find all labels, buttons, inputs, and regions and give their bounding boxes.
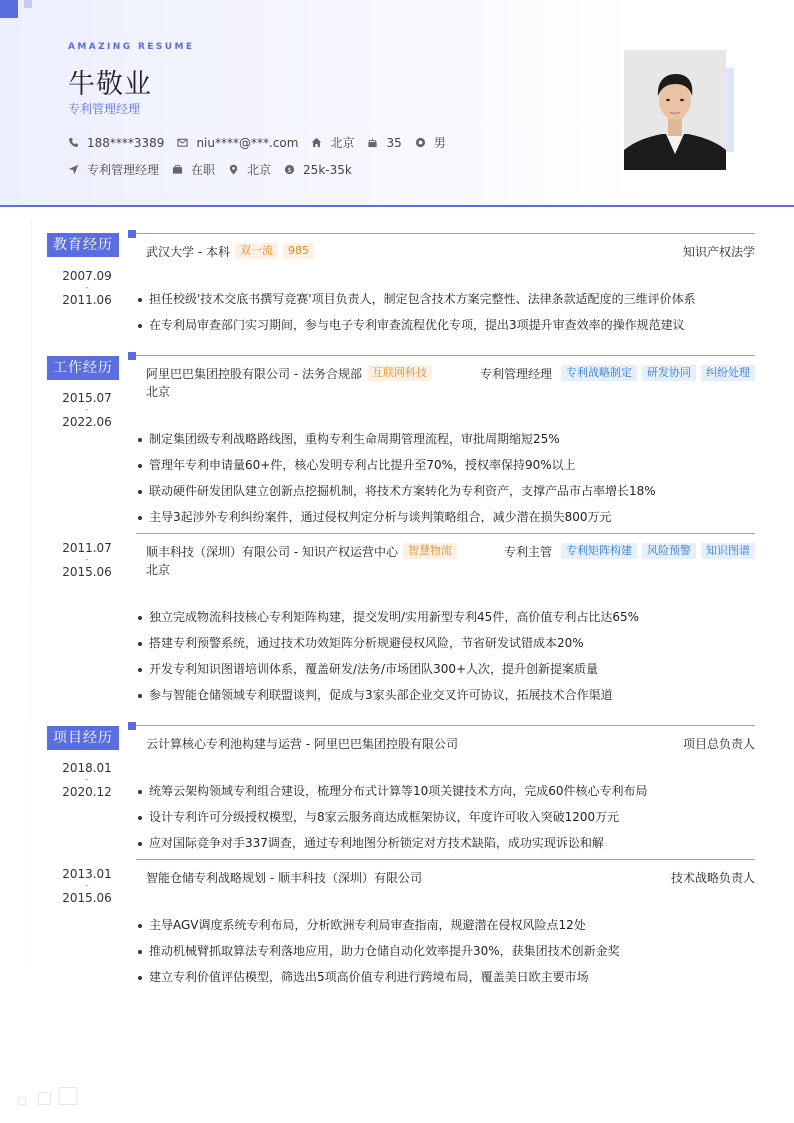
education-heading: 教育经历 (47, 233, 119, 257)
contact-info-row (68, 134, 459, 151)
list-item: 开发专利知识图谱培训体系，覆盖研发/法务/市场团队300+人次，提升创新提案质量 (138, 656, 758, 682)
project-heading: 项目经历 (47, 726, 119, 750)
location-pin-icon (228, 164, 239, 175)
skill-tag: 纠纷处理 (701, 365, 755, 381)
phone-info (68, 136, 164, 150)
project-1-title-row (146, 734, 755, 752)
briefcase-icon (172, 164, 183, 175)
status-info (172, 161, 215, 178)
industry-tag: 互联网科技 (367, 365, 432, 381)
end-date: 2020.12 (62, 785, 112, 799)
corner-decoration-small (24, 0, 32, 8)
project-role: 技术战略负责人 (670, 870, 755, 885)
section-marker (128, 352, 136, 360)
project-role: 项目总负责人 (682, 736, 755, 751)
work-2-bullets (138, 604, 758, 708)
list-item: 参与智能仓储领域专利联盟谈判，促成与3家头部企业交叉许可协议，拓展技术合作渠道 (138, 682, 758, 708)
job-role: 专利管理经理 (479, 366, 552, 381)
work-2-city: 北京 (146, 563, 171, 577)
age-text: 35 (386, 135, 402, 150)
start-date: 2018.01 (62, 761, 112, 775)
work-1-dates: 2015.07 - 2022.06 (52, 386, 122, 434)
project-2-dates: 2013.01 - 2015.06 (52, 862, 122, 910)
hometown-info (311, 134, 354, 151)
school-tag: 双一流 (235, 243, 278, 259)
project-name: 云计算核心专利池构建与运营 - 阿里巴巴集团控股有限公司 (146, 736, 458, 751)
email-text: niu****@***.com (196, 135, 299, 150)
list-item: 独立完成物流科技核心专利矩阵构建，提交发明/实用新型专利45件，高价值专利占比达65% (138, 604, 758, 630)
work-1-city: 北京 (146, 385, 171, 399)
candidate-name: 牛敬业 (68, 69, 152, 100)
gender-icon (415, 137, 426, 148)
list-item: 主导3起涉外专利纠纷案件，通过侵权判定分析与谈判策略组合，减少潜在损失800万元 (138, 504, 758, 530)
work-2-dates: 2011.07 - 2015.06 (52, 536, 122, 584)
list-item: 搭建专利预警系统，通过技术功效矩阵分析规避侵权风险，节省研发试错成本20% (138, 630, 758, 656)
project-1-bullets (138, 778, 758, 856)
home-icon (311, 137, 322, 148)
education-title-row (146, 242, 755, 260)
target-city-text: 北京 (247, 163, 272, 177)
target-city-info (228, 161, 271, 178)
work-1-bullets (138, 426, 758, 530)
cake-icon (367, 137, 378, 148)
target-role-info (68, 161, 159, 178)
decorative-square (18, 1097, 26, 1105)
skill-tag: 知识图谱 (701, 543, 755, 559)
phone-icon (68, 137, 79, 148)
decorative-square (38, 1092, 51, 1105)
school-tag: 985 (283, 243, 314, 259)
mail-icon (177, 137, 188, 148)
project-name: 智能仓储专利战略规划 - 顺丰科技（深圳）有限公司 (146, 870, 422, 885)
list-item: 在专利局审查部门实习期间，参与电子专利审查流程优化专项，提出3项提升审查效率的操作规范建议 (138, 312, 758, 338)
major: 知识产权法学 (682, 244, 755, 259)
left-decorative-line (31, 220, 32, 1060)
company-name: 顺丰科技（深圳）有限公司 - 知识产权运营中心 (146, 544, 398, 559)
list-item: 主导AGV调度系统专利布局，分析欧洲专利局审查指南，规避潜在侵权风险点12处 (138, 912, 758, 938)
profile-photo (624, 50, 726, 170)
list-item: 设计专利许可分级授权模型，与8家云服务商达成框架协议，年度许可收入突破1200万元 (138, 804, 758, 830)
list-item: 联动硬件研发团队建立创新点挖掘机制，将技术方案转化为专利资产，支撑产品市占率增长18% (138, 478, 758, 504)
skill-tag: 专利矩阵构建 (561, 543, 637, 559)
section-marker (128, 722, 136, 730)
salary-info (284, 163, 352, 177)
svg-text:$: $ (287, 165, 292, 174)
money-icon (284, 164, 295, 175)
send-icon (68, 164, 79, 175)
skill-tag: 研发协同 (642, 365, 696, 381)
phone-text: 188****3389 (87, 135, 165, 150)
age-info (367, 136, 401, 150)
end-date: 2022.06 (62, 415, 112, 429)
project-2-title-row (146, 868, 755, 886)
skill-tag: 专利战略制定 (561, 365, 637, 381)
gender-info (415, 134, 446, 151)
decorative-square (59, 1087, 77, 1105)
entry-divider (136, 533, 755, 534)
start-date: 2013.01 (62, 867, 112, 881)
list-item: 应对国际竞争对手337调查，通过专利地图分析锁定对方技术缺陷，成功实现诉讼和解 (138, 830, 758, 856)
list-item: 担任校级'技术交底书撰写竞赛'项目负责人，制定包含技术方案完整性、法律条款适配度的三维评价体系 (138, 286, 758, 312)
section-divider (136, 725, 755, 726)
list-item: 统筹云架构领域专利组合建设，梳理分布式计算等10项关键技术方向，完成60件核心专利布局 (138, 778, 758, 804)
target-role-text: 专利管理经理 (87, 163, 160, 177)
end-date: 2015.06 (62, 565, 112, 579)
job-intent-row (68, 161, 365, 178)
list-item: 推动机械臂抓取算法专利落地应用，助力仓储自动化效率提升30%，获集团技术创新金奖 (138, 938, 758, 964)
job-role: 专利主管 (503, 544, 552, 559)
status-text: 在职 (191, 163, 216, 177)
hometown-text: 北京 (330, 136, 355, 150)
industry-tag: 智慧物流 (403, 543, 457, 559)
work-2-title-row (146, 542, 755, 560)
end-date: 2015.06 (62, 891, 112, 905)
start-date: 2011.07 (62, 541, 112, 555)
education-bullets (138, 286, 758, 338)
project-2-bullets (138, 912, 758, 990)
company-name: 阿里巴巴集团控股有限公司 - 法务合规部 (146, 366, 362, 381)
education-dates: 2007.09 - 2011.06 (52, 264, 122, 312)
entry-divider (136, 859, 755, 860)
section-marker (128, 230, 136, 238)
work-heading: 工作经历 (47, 356, 119, 380)
school-name: 武汉大学 - 本科 (146, 244, 230, 259)
resume-header (0, 0, 794, 207)
project-1-dates: 2018.01 - 2020.12 (52, 756, 122, 804)
corner-decoration (0, 0, 18, 18)
section-divider (136, 355, 755, 356)
email-info (177, 136, 298, 150)
list-item: 建立专利价值评估模型，筛选出5项高价值专利进行跨境布局，覆盖美日欧主要市场 (138, 964, 758, 990)
list-item: 制定集团级专利战略路线图，重构专利生命周期管理流程，审批周期缩短25% (138, 426, 758, 452)
end-date: 2011.06 (62, 293, 112, 307)
candidate-title: 专利管理经理 (68, 102, 141, 116)
gender-text: 男 (433, 136, 446, 150)
section-divider (136, 233, 755, 234)
list-item: 管理年专利申请量60+件，核心发明专利占比提升至70%，授权率保持90%以上 (138, 452, 758, 478)
start-date: 2007.09 (62, 269, 112, 283)
work-1-title-row (146, 364, 755, 382)
start-date: 2015.07 (62, 391, 112, 405)
salary-text: 25k-35k (303, 162, 352, 177)
skill-tag: 风险预警 (642, 543, 696, 559)
header-tagline: AMAZING RESUME (68, 42, 195, 52)
